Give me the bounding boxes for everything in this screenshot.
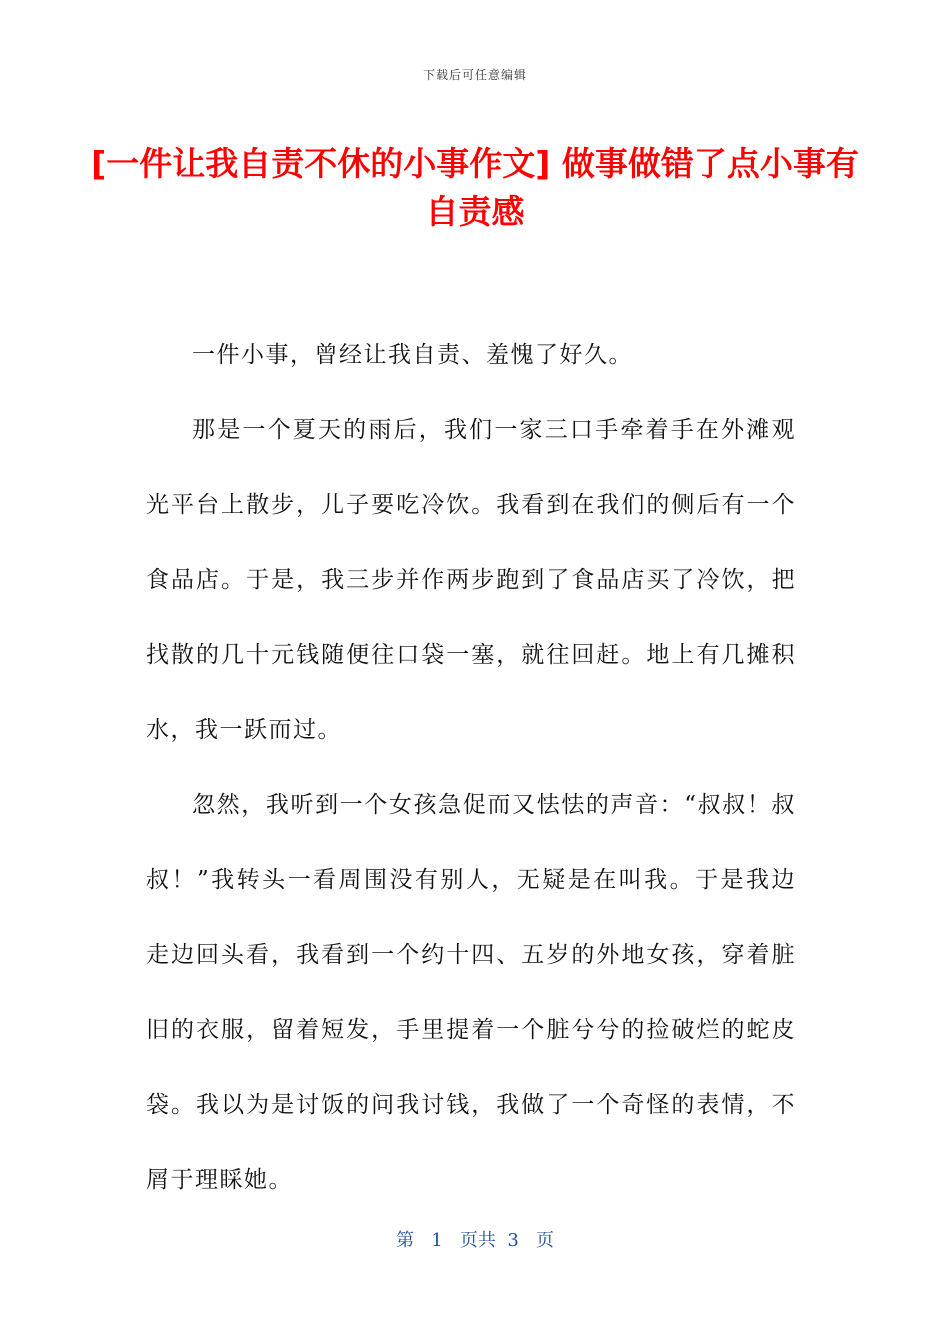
page-label-suffix: 页 [535,1230,554,1251]
total-pages-number: 3 [507,1230,519,1251]
document-title: [一件让我自责不休的小事作文] 做事做错了点小事有自责感 [91,144,859,231]
paragraph: 忽然，我听到一个女孩急促而又怯怯的声音：“叔叔！叔叔！”我转头一看周围没有别人，无疑是在叫我。于是我边走边回头看，我看到一个约十四、五岁的外地女孩，穿着脏旧的衣服，留着短发，手里提着一个脏兮兮的捡破烂的蛇皮袋。我以为是讨饭的问我讨钱，我做了一个奇怪的表情，不屑于理睬她。 [146,792,796,1193]
page-label-mid: 页共 [459,1230,496,1251]
current-page-number: 1 [431,1230,443,1251]
page-label-prefix: 第 [396,1230,415,1251]
header-note: 下载后可任意编辑 [422,68,527,82]
document-body [146,318,796,1218]
paragraph: 一件小事，曾经让我自责、羞愧了好久。 [192,342,633,368]
paragraph: 那是一个夏天的雨后，我们一家三口手牵着手在外滩观光平台上散步，儿子要吃冷饮。我看到在我们的侧后有一个食品店。于是，我三步并作两步跑到了食品店买了冷饮，把找散的几十元钱随便往口袋一塞，就往回赶。地上有几摊积水，我一跃而过。 [146,417,796,743]
page-footer [0,1226,950,1252]
